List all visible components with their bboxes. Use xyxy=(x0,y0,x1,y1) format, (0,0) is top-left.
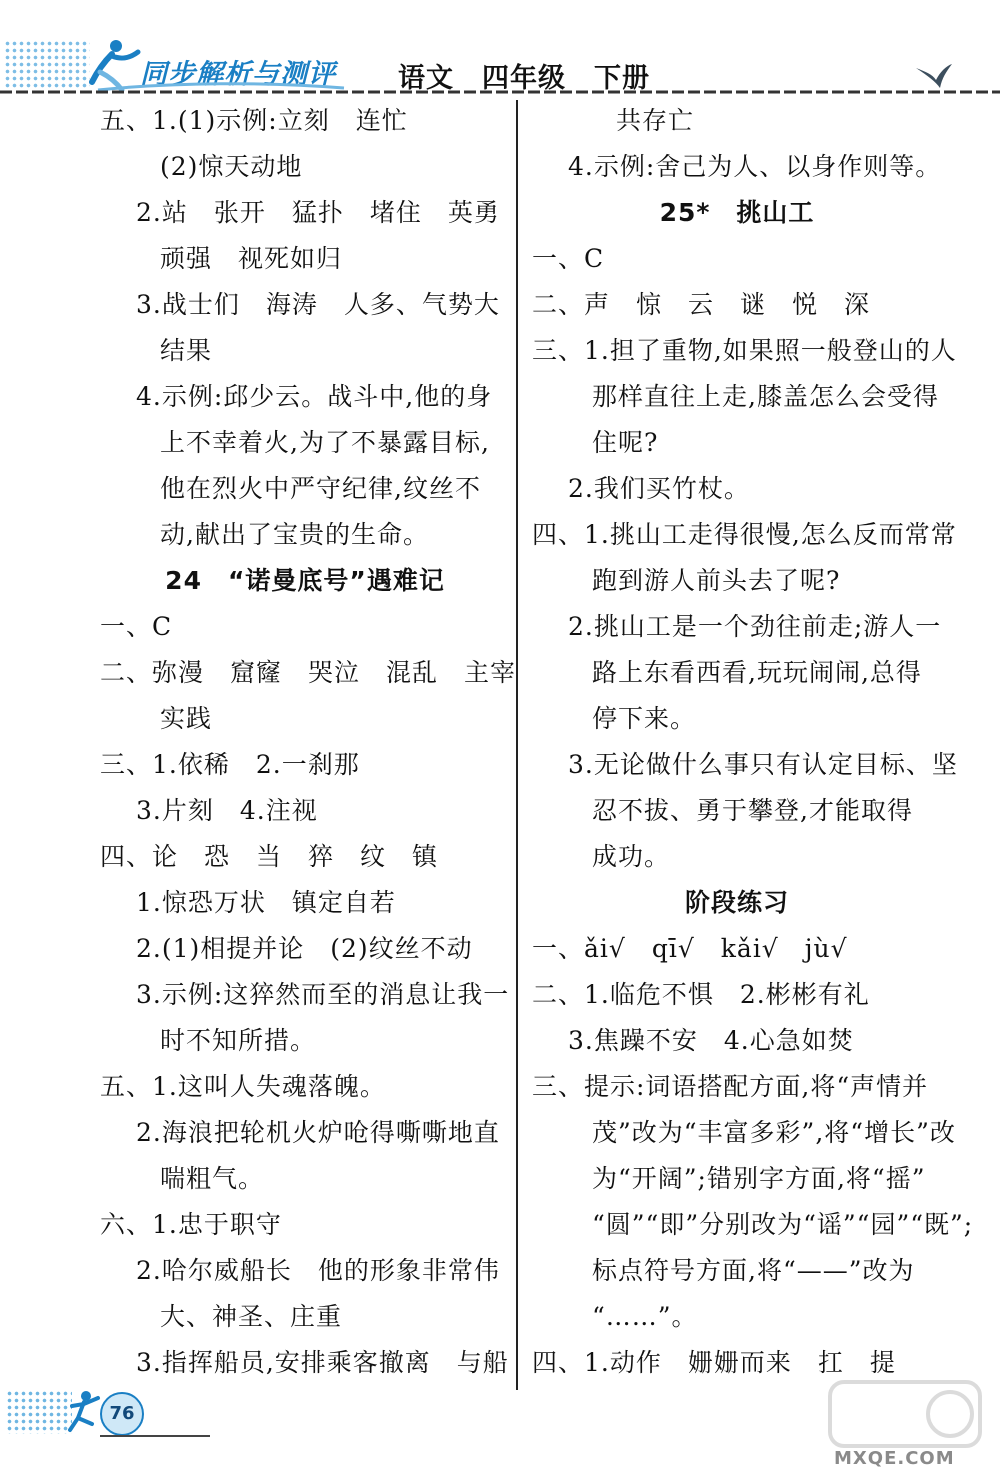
left-answer-line: 动,献出了宝贵的生命。 xyxy=(160,520,429,549)
bird-icon xyxy=(912,58,954,92)
right-answer-line: 标点符号方面,将“——”改为 xyxy=(592,1256,915,1285)
left-answer-line: 时不知所措。 xyxy=(160,1026,317,1055)
right-answer-line: “……”。 xyxy=(592,1302,698,1331)
right-answer-line: 跑到游人前头去了呢? xyxy=(592,566,841,595)
watermark-text: MXQE.COM xyxy=(834,1448,955,1469)
left-answer-line: 4.示例:邱少云。战斗中,他的身 xyxy=(136,382,493,411)
right-answer-line: 成功。 xyxy=(592,842,671,871)
left-answer-line: 2.(1)相提并论 (2)纹丝不动 xyxy=(136,934,473,963)
right-answer-line: 4.示例:舍己为人、以身作则等。 xyxy=(568,152,942,181)
left-answer-line: 3.示例:这猝然而至的消息让我一 xyxy=(136,980,510,1009)
right-answer-line: 共存亡 xyxy=(616,106,695,135)
right-answer-line: 四、1.动作 姗姗而来 扛 提 xyxy=(532,1348,896,1377)
left-answer-line: 3.战士们 海涛 人多、气势大 xyxy=(136,290,500,319)
right-answer-line: “圆”“即”分别改为“谣”“园”“既”; xyxy=(592,1210,974,1239)
left-answer-line: 喘粗气。 xyxy=(160,1164,265,1193)
grade-label: 四年级 xyxy=(482,63,566,94)
left-answer-line: 2.海浪把轮机火炉呛得嘶嘶地直 xyxy=(136,1118,500,1147)
header-dot-pattern xyxy=(4,40,90,90)
left-answer-line: 实践 xyxy=(160,704,213,733)
left-answer-line: 2.哈尔威船长 他的形象非常伟 xyxy=(136,1256,500,1285)
subject-label: 语文 xyxy=(398,63,454,94)
footer-runner-icon xyxy=(64,1388,104,1434)
right-answer-line: 一、ǎi√ qī√ kǎi√ jù√ xyxy=(532,934,848,963)
right-answer-line: 四、1.挑山工走得很慢,怎么反而常常 xyxy=(532,520,957,549)
left-answer-line: 二、弥漫 窟窿 哭泣 混乱 主宰 xyxy=(100,658,517,687)
right-answer-line: 忍不拔、勇于攀登,才能取得 xyxy=(592,796,913,825)
left-answer-line: 一、C xyxy=(100,612,173,641)
left-answer-line: 三、1.依稀 2.一刹那 xyxy=(100,750,360,779)
right-section-title: 阶段练习 xyxy=(684,888,789,917)
footer-dot-pattern xyxy=(6,1390,72,1434)
brand-title: 同步解析与测评 xyxy=(140,59,336,90)
header-dashed-rule xyxy=(0,88,1000,96)
right-answer-line: 茂”改为“丰富多彩”,将“增长”改 xyxy=(592,1118,956,1147)
left-answer-line: 五、1.(1)示例:立刻 连忙 xyxy=(100,106,408,135)
left-answer-line: 2.站 张开 猛扑 堵住 英勇 xyxy=(136,198,500,227)
volume-label: 下册 xyxy=(594,63,650,94)
left-answer-line: 3.片刻 4.注视 xyxy=(136,796,318,825)
right-answer-line: 三、1.担了重物,如果照一般登山的人 xyxy=(532,336,957,365)
left-answer-line: 他在烈火中严守纪律,纹丝不 xyxy=(160,474,481,503)
right-answer-line: 二、声 惊 云 谜 悦 深 xyxy=(532,290,871,319)
left-answer-line: 四、论 恐 当 猝 纹 镇 xyxy=(100,842,439,871)
right-answer-line: 2.我们买竹杖。 xyxy=(568,474,750,503)
right-answer-line: 为“开阔”;错别字方面,将“摇” xyxy=(592,1164,926,1193)
right-answer-line: 二、1.临危不惧 2.彬彬有礼 xyxy=(532,980,870,1009)
right-answer-line: 路上东看西看,玩玩闹闹,总得 xyxy=(592,658,922,687)
left-answer-line: 1.惊恐万状 镇定自若 xyxy=(136,888,396,917)
footer-swoosh xyxy=(100,1428,210,1442)
right-answer-line: 三、提示:词语搭配方面,将“声情并 xyxy=(532,1072,929,1101)
left-answer-line: 顽强 视死如归 xyxy=(160,244,343,273)
right-answer-line: 3.焦躁不安 4.心急如焚 xyxy=(568,1026,854,1055)
right-section-title: 25* 挑山工 xyxy=(659,198,815,227)
left-answer-line: 上不幸着火,为了不暴露目标, xyxy=(160,428,490,457)
page-header xyxy=(0,0,1000,100)
column-divider xyxy=(516,100,518,1390)
right-answer-line: 一、C xyxy=(532,244,605,273)
left-section-title: 24 “诺曼底号”遇难记 xyxy=(165,566,445,595)
left-answer-line: (2)惊天动地 xyxy=(160,152,303,181)
left-answer-line: 大、神圣、庄重 xyxy=(160,1302,343,1331)
right-answer-line: 住呢? xyxy=(592,428,659,457)
right-answer-column xyxy=(532,98,974,1386)
left-answer-line: 六、1.忠于职守 xyxy=(100,1210,282,1239)
left-answer-column xyxy=(100,98,517,1386)
page-number: 76 xyxy=(100,1392,144,1436)
right-answer-line: 停下来。 xyxy=(592,704,697,733)
right-answer-line: 3.无论做什么事只有认定目标、坚 xyxy=(568,750,958,779)
left-answer-line: 五、1.这叫人失魂落魄。 xyxy=(100,1072,386,1101)
left-answer-line: 3.指挥船员,安排乘客撤离 与船 xyxy=(136,1348,509,1377)
left-answer-line: 结果 xyxy=(160,336,213,365)
right-answer-line: 2.挑山工是一个劲往前走;游人一 xyxy=(568,612,942,641)
right-answer-line: 那样直往上走,膝盖怎么会受得 xyxy=(592,382,939,411)
